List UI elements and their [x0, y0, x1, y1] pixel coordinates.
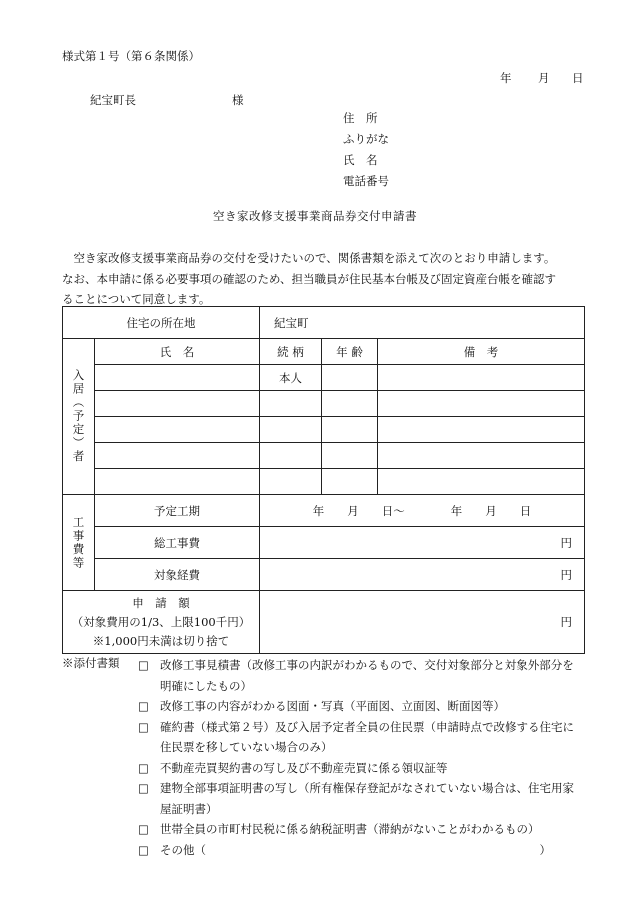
resident-name-cell[interactable] — [95, 365, 260, 391]
resident-row — [63, 365, 585, 391]
resident-row — [63, 443, 585, 469]
resident-relation-cell[interactable] — [260, 469, 322, 495]
col-notes-header: 備 考 — [378, 339, 585, 365]
resident-name-cell[interactable] — [95, 469, 260, 495]
resident-name-cell[interactable] — [95, 417, 260, 443]
location-value[interactable]: 紀宝町 — [260, 307, 585, 339]
period-label: 予定工期 — [95, 495, 260, 527]
checkbox-icon[interactable]: □ — [138, 699, 149, 713]
attachment-text: 世帯全員の市町村民税に係る納税証明書（滞納がないことがわかるもの） — [160, 822, 540, 836]
applicant-name-label: 氏 名 — [343, 153, 378, 167]
resident-notes-cell[interactable] — [378, 391, 585, 417]
intro-line: なお、本申請に係る必要事項の確認のため、担当職員が住民基本台帳及び固定資産台帳を確認す — [62, 271, 557, 286]
attachment-item — [138, 819, 578, 840]
checkbox-icon[interactable]: □ — [138, 842, 149, 857]
intro-text — [62, 248, 592, 310]
resident-relation-cell[interactable] — [260, 417, 322, 443]
col-name-header: 氏 名 — [95, 339, 260, 365]
attachment-item — [138, 717, 578, 758]
attachment-item — [138, 696, 578, 717]
addressee: 紀宝町長 — [90, 93, 136, 107]
resident-notes-cell[interactable] — [378, 469, 585, 495]
applicant-address-label: 住 所 — [343, 111, 378, 125]
attachment-text: 確約書（様式第２号）及び入居予定者全員の住民票（申請時点で改修する住宅に住民票を移していない場合のみ） — [160, 719, 574, 754]
document-title: 空き家改修支援事業商品券交付申請書 — [213, 209, 417, 223]
location-label: 住宅の所在地 — [63, 307, 260, 339]
resident-row — [63, 469, 585, 495]
resident-age-cell[interactable] — [322, 365, 378, 391]
total-cost-value[interactable]: 円 — [260, 527, 585, 559]
col-age-header: 年 齢 — [322, 339, 378, 365]
attachment-item — [138, 655, 578, 696]
col-relation-header: 続 柄 — [260, 339, 322, 365]
date-month: 月 — [538, 71, 550, 85]
apply-amount-rounding-note: ※1,000円未満は切り捨て — [92, 633, 230, 648]
resident-row — [63, 417, 585, 443]
total-cost-label: 総工事費 — [95, 527, 260, 559]
resident-relation-cell[interactable] — [260, 391, 322, 417]
form-number: 様式第１号（第６条関係） — [62, 49, 200, 63]
attachment-text: 改修工事の内容がわかる図面・写真（平面図、立面図、断面図等） — [160, 699, 505, 713]
checkbox-icon[interactable]: □ — [138, 658, 149, 672]
applicant-phone-label: 電話番号 — [343, 174, 389, 188]
apply-amount-label — [63, 591, 260, 654]
attachment-text: 改修工事見積書（改修工事の内訳がわかるもので、交付対象部分と対象外部分を明確にしたもの） — [160, 658, 574, 693]
attachment-item — [138, 778, 578, 819]
resident-name-cell[interactable] — [95, 443, 260, 469]
resident-notes-cell[interactable] — [378, 417, 585, 443]
apply-amount-note: （対象費用の1/3、上限100千円） — [71, 614, 251, 629]
application-table — [62, 306, 585, 654]
resident-name-cell[interactable] — [95, 391, 260, 417]
resident-relation-cell[interactable] — [260, 443, 322, 469]
attachment-text: 建物全部事項証明書の写し（所有権保存登記がなされていない場合は、住宅用家屋証明書） — [160, 781, 574, 816]
attachments-label: ※添付書類 — [62, 656, 120, 670]
target-cost-label: 対象経費 — [95, 559, 260, 591]
resident-age-cell[interactable] — [322, 417, 378, 443]
period-value[interactable]: 年 月 日～ 年 月 日 — [260, 495, 585, 527]
attachments-list — [138, 655, 578, 860]
resident-notes-cell[interactable] — [378, 443, 585, 469]
resident-row — [63, 391, 585, 417]
attachment-item — [138, 758, 578, 779]
apply-amount-value[interactable]: 円 — [260, 591, 585, 654]
resident-age-cell[interactable] — [322, 443, 378, 469]
intro-line: 空き家改修支援事業商品券の交付を受けたいので、関係書類を添えて次のとおり申請します。 — [62, 251, 556, 265]
attachment-item — [138, 840, 578, 861]
target-cost-value[interactable]: 円 — [260, 559, 585, 591]
resident-age-cell[interactable] — [322, 391, 378, 417]
intro-line: ることについて同意します。 — [62, 292, 211, 306]
checkbox-icon[interactable]: □ — [138, 760, 149, 775]
checkbox-icon[interactable]: □ — [138, 719, 149, 734]
attachment-text: 不動産売買契約書の写し及び不動産売買に係る領収証等 — [160, 760, 448, 775]
date-day: 日 — [572, 71, 584, 85]
apply-amount-title: 申 請 額 — [132, 595, 190, 610]
checkbox-icon[interactable]: □ — [138, 781, 149, 795]
applicant-fields — [343, 108, 389, 192]
costs-label: 工事費等 — [63, 495, 95, 591]
applicant-furigana-label: ふりがな — [343, 132, 389, 146]
resident-notes-cell[interactable] — [378, 365, 585, 391]
date-year: 年 — [500, 71, 512, 85]
addressee-honorific: 様 — [232, 93, 244, 107]
resident-age-cell[interactable] — [322, 469, 378, 495]
residents-label: 入居（予定）者 — [63, 339, 95, 495]
resident-relation-cell[interactable]: 本人 — [260, 365, 322, 391]
checkbox-icon[interactable]: □ — [138, 822, 149, 836]
attachment-text[interactable]: その他（ ） — [160, 842, 551, 857]
